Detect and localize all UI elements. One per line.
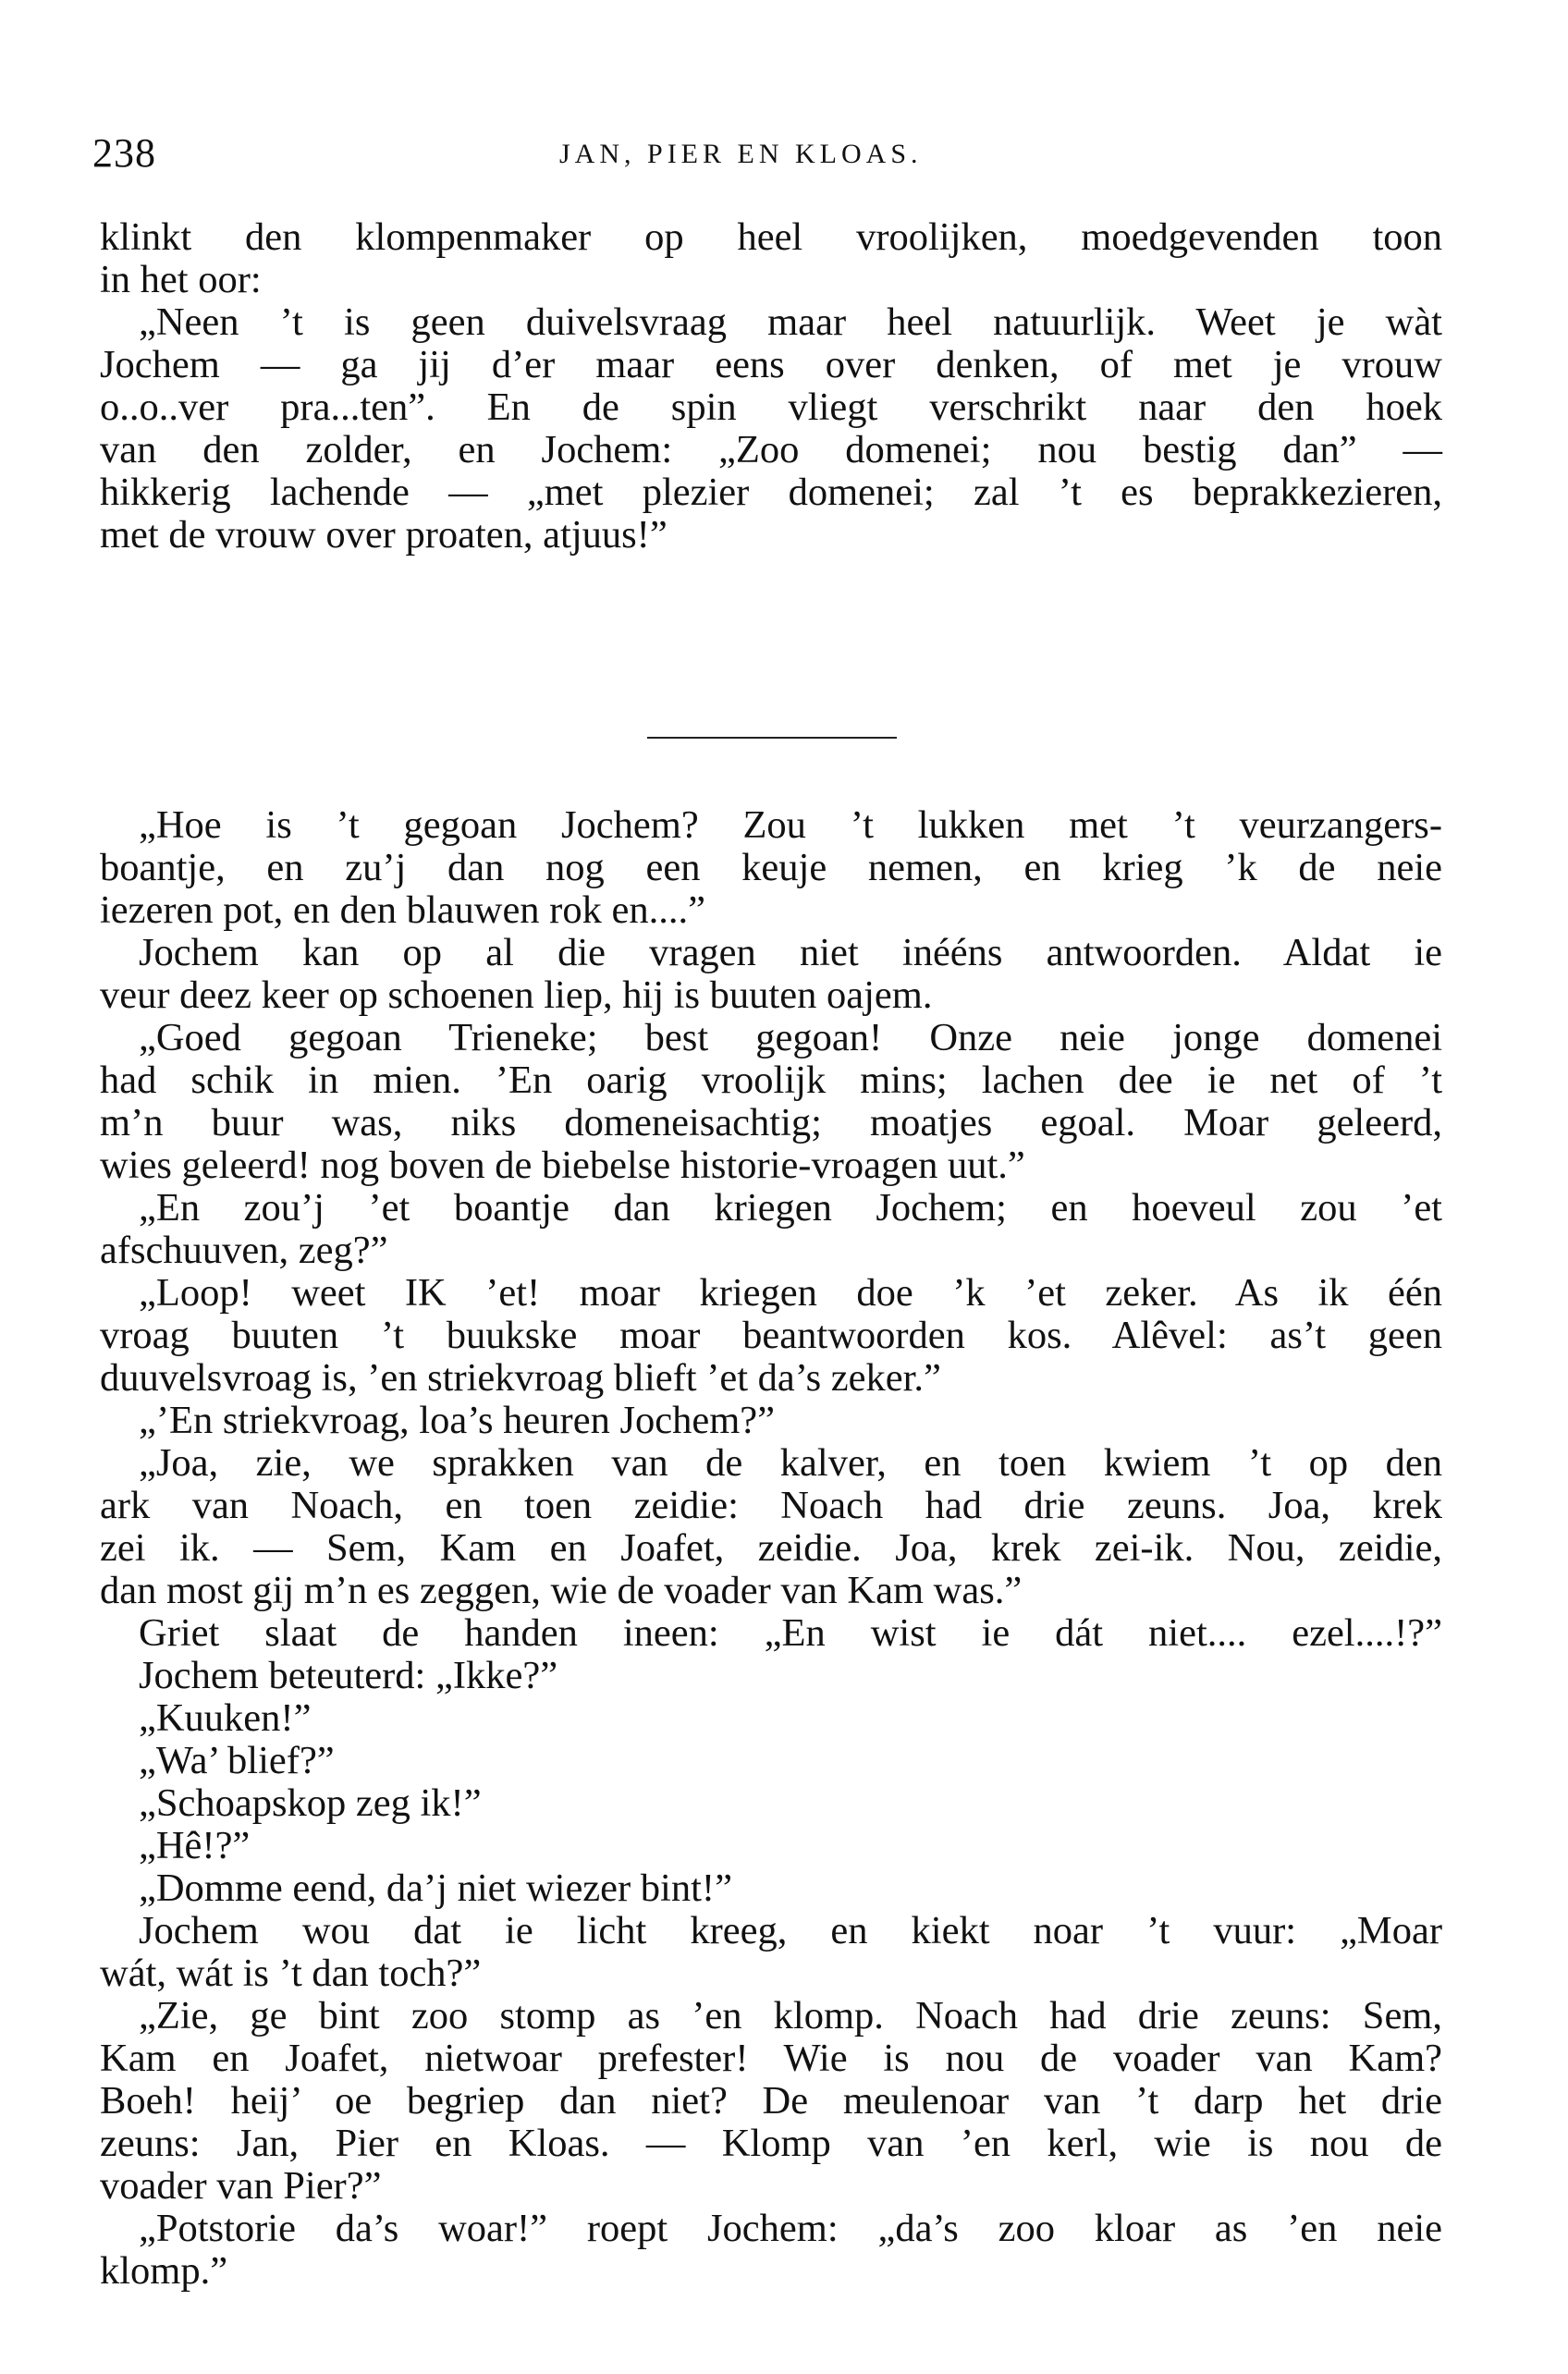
text-section-1 (100, 216, 1442, 557)
text-line: hikkerig lachende — „met plezier domenei; zal ’t es beprakkezieren, (100, 471, 1442, 514)
text-line: met de vrouw over proaten, atjuus!” (100, 513, 668, 557)
text-line: m’n buur was, niks domeneisachtig; moatjes egoal. Moar geleerd, (100, 1101, 1442, 1144)
text-section-2 (100, 804, 1442, 2293)
text-line: wies geleerd! nog boven de biebelse historie-vroagen uut.” (100, 1144, 1025, 1187)
page-number: 238 (92, 130, 156, 176)
running-title: JAN, PIER EN KLOAS. (559, 139, 923, 169)
text-line: zei ik. — Sem, Kam en Joafet, zeidie. Joa, krek zei-ik. Nou, zeidie, (100, 1526, 1442, 1570)
text-line: „Joa, zie, we sprakken van de kalver, en toen kwiem ’t op den (139, 1441, 1442, 1485)
text-line: had schik in mien. ’En oarig vroolijk mins; lachen dee ie net of ’t (100, 1059, 1442, 1102)
text-line: „Kuuken!” (139, 1696, 312, 1740)
text-line: „Neen ’t is geen duivelsvraag maar heel natuurlijk. Weet je wàt (139, 300, 1442, 344)
page-header (92, 129, 1498, 176)
text-line: o..o..ver pra...ten”. En de spin vliegt verschrikt naar den hoek (100, 385, 1442, 429)
text-line: vroag buuten ’t buukske moar beantwoorden kos. Alêvel: as’t geen (100, 1314, 1442, 1357)
text-line: klomp.” (100, 2249, 228, 2293)
text-line: boantje, en zu’j dan nog een keuje nemen, en krieg ’k de neie (100, 846, 1442, 889)
text-line: klinkt den klompenmaker op heel vroolijken, moedgevenden toon (100, 215, 1442, 259)
text-line: Boeh! heij’ oe begriep dan niet? De meulenoar van ’t darp het drie (100, 2079, 1442, 2123)
text-line: „Goed gegoan Trieneke; best gegoan! Onze neie jonge domenei (139, 1016, 1442, 1059)
text-line: zeuns: Jan, Pier en Kloas. — Klomp van ’en kerl, wie is nou de (100, 2122, 1442, 2165)
text-line: „’En striekvroag, loa’s heuren Jochem?” (139, 1399, 775, 1442)
text-line: Jochem — ga jij d’er maar eens over denken, of met je vrouw (100, 343, 1442, 386)
text-line: „Potstorie da’s woar!” roept Jochem: „da’s zoo kloar as ’en neie (139, 2207, 1442, 2250)
text-line: Kam en Joafet, nietwoar prefester! Wie is nou de voader van Kam? (100, 2037, 1442, 2080)
text-line: „Hoe is ’t gegoan Jochem? Zou ’t lukken met ’t veurzangers- (139, 803, 1442, 847)
text-line: Jochem beteuterd: „Ikke?” (139, 1654, 558, 1697)
text-line: Griet slaat de handen ineen: „En wist ie dát niet.... ezel....!?” (139, 1611, 1442, 1655)
text-line: voader van Pier?” (100, 2164, 382, 2208)
section-divider (647, 737, 897, 739)
text-line: veur deez keer op schoenen liep, hij is buuten oajem. (100, 973, 933, 1017)
text-line: iezeren pot, en den blauwen rok en....” (100, 888, 705, 932)
text-line: „En zou’j ’et boantje dan kriegen Jochem; en hoeveul zou ’et (139, 1186, 1442, 1230)
text-line: „Wa’ blief?” (139, 1739, 335, 1782)
text-line: „Loop! weet IK ’et! moar kriegen doe ’k ’et zeker. As ik één (139, 1271, 1442, 1315)
text-line: van den zolder, en Jochem: „Zoo domenei; nou bestig dan” — (100, 428, 1442, 471)
text-line: duuvelsvroag is, ’en striekvroag blieft ’et da’s zeker.” (100, 1356, 941, 1400)
text-line: afschuuven, zeg?” (100, 1229, 388, 1272)
text-line: „Zie, ge bint zoo stomp as ’en klomp. Noach had drie zeuns: Sem, (139, 1994, 1442, 2037)
text-line: „Schoapskop zeg ik!” (139, 1781, 482, 1825)
text-line: wát, wát is ’t dan toch?” (100, 1952, 482, 1995)
text-line: Jochem wou dat ie licht kreeg, en kiekt noar ’t vuur: „Moar (139, 1909, 1442, 1952)
text-line: „Hê!?” (139, 1824, 251, 1867)
text-line: in het oor: (100, 258, 262, 301)
text-line: ark van Noach, en toen zeidie: Noach had drie zeuns. Joa, krek (100, 1484, 1442, 1527)
text-line: dan most gij m’n es zeggen, wie de voader van Kam was.” (100, 1569, 1023, 1612)
text-line: „Domme eend, da’j niet wiezer bint!” (139, 1866, 732, 1910)
text-line: Jochem kan op al die vragen niet inééns antwoorden. Aldat ie (139, 931, 1442, 974)
